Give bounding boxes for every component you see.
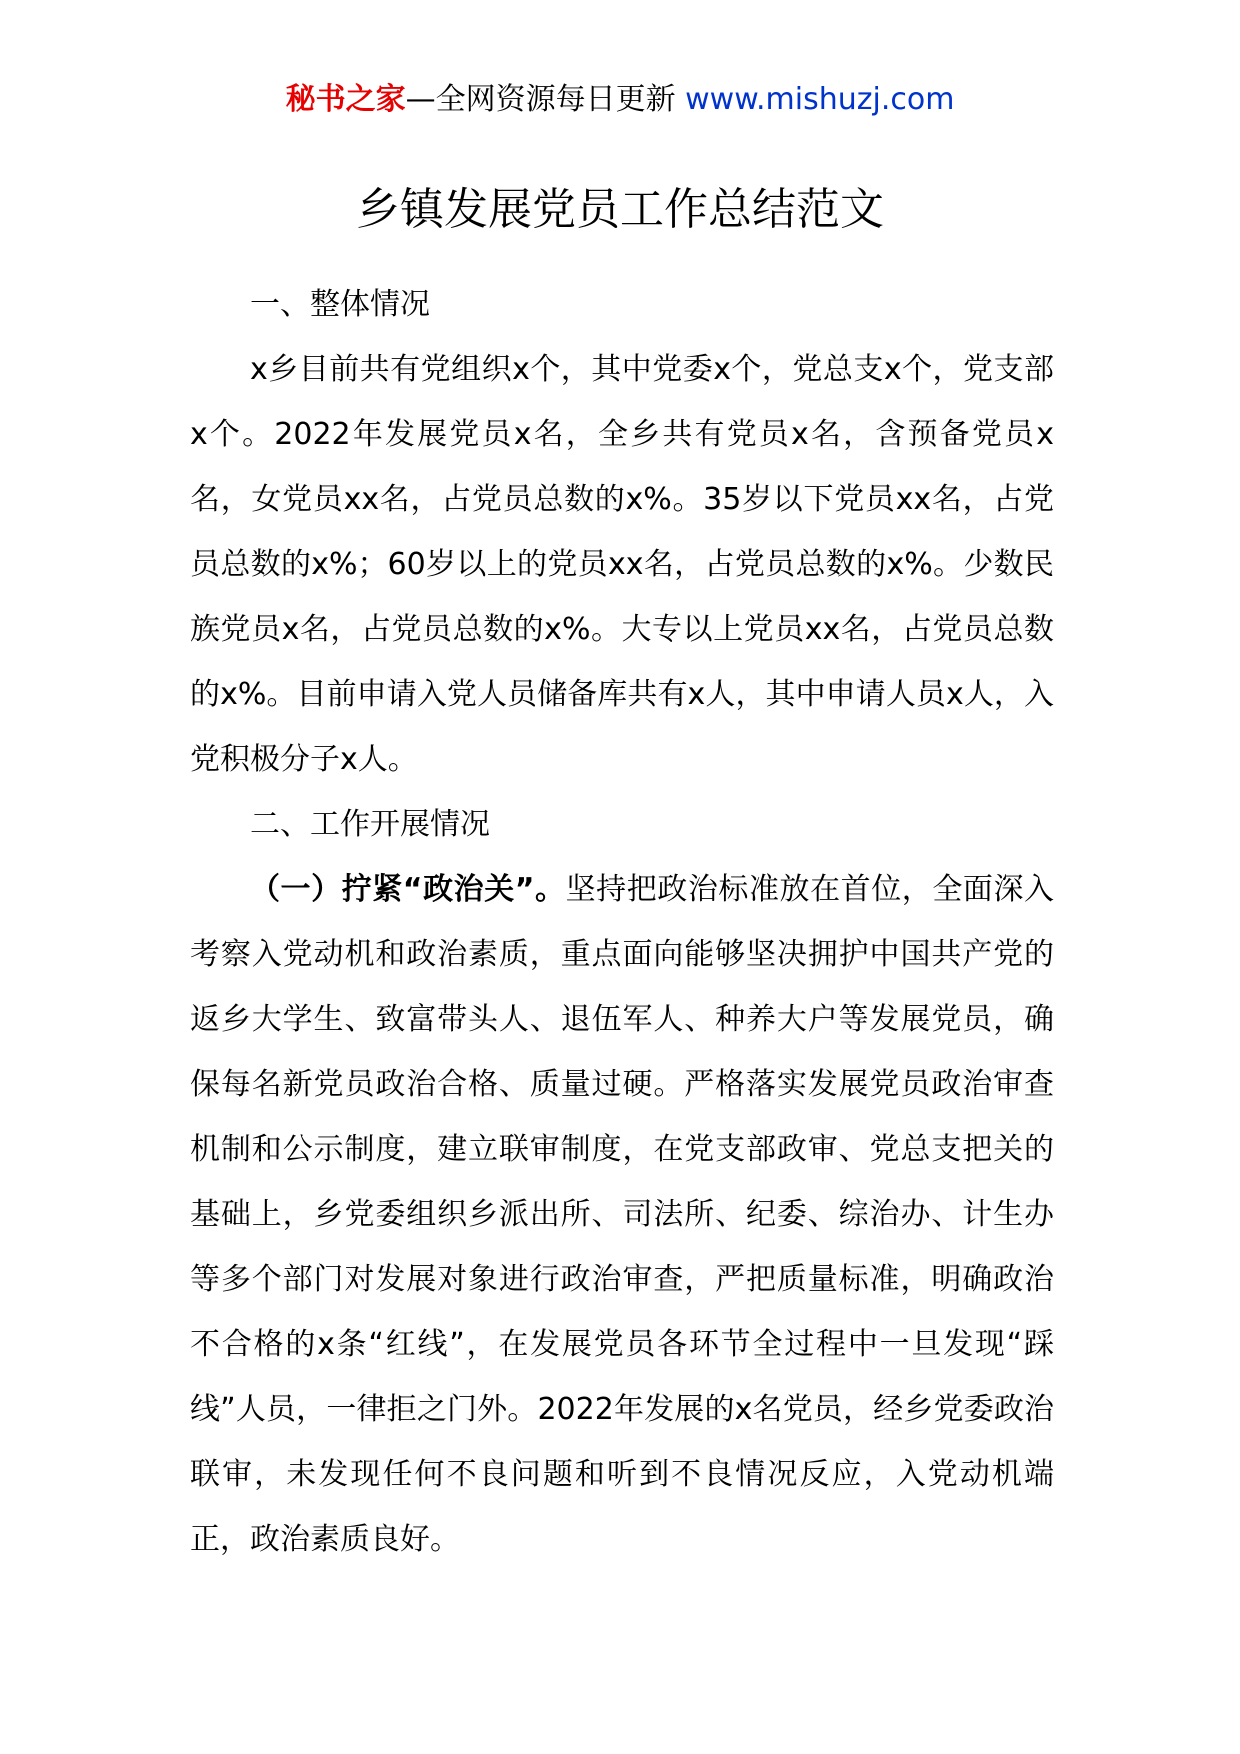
document-title: 乡镇发展党员工作总结范文 xyxy=(356,184,884,235)
site-header xyxy=(0,80,1240,120)
section-heading-overview: 一、整体情况 xyxy=(250,287,430,322)
site-url-link[interactable]: www.mishuzj.com xyxy=(685,82,955,117)
section-heading-work: 二、工作开展情况 xyxy=(250,807,490,842)
overview-paragraph: x乡目前共有党组织x个，其中党委x个，党总支x个，党支部x个。2022年发展党员x名，全乡共有党员x名，含预备党员x名，女党员xx名，占党员总数的x%。35岁以下党员xx名，占党员总数的x%；60岁以上的党员xx名，占党员总数的x%。少数民族党员x名，占党员总数的x%。大专以上党员xx名，占党员总数的x%。目前申请入党人员储备库共有x人，其中申请人员x人，入党积极分子x人。 xyxy=(190,352,1054,777)
brand-name: 秘书之家 xyxy=(285,82,406,117)
political-checkpoint-paragraph xyxy=(190,857,1054,1572)
header-tagline: —全网资源每日更新 xyxy=(405,82,686,117)
subsection-lead: （一）拧紧“政治关”。 xyxy=(250,872,566,907)
subsection-body: 坚持把政治标准放在首位，全面深入考察入党动机和政治素质，重点面向能够坚决拥护中国共产党的返乡大学生、致富带头人、退伍军人、种养大户等发展党员，确保每名新党员政治合格、质量过硬。严格落实发展党员政治审查机制和公示制度，建立联审制度，在党支部政审、党总支把关的基础上，乡党委组织乡派出所、司法所、纪委、综治办、计生办等多个部门对发展对象进行政治审查，严把质量标准，明确政治不合格的x条“红线”，在发展党员各环节全过程中一旦发现“踩线”人员，一律拒之门外。2022年发展的x名党员，经乡党委政治联审，未发现任何不良问题和听到不良情况反应，入党动机端正，政治素质良好。 xyxy=(190,872,1055,1557)
document-body xyxy=(190,272,1054,1572)
